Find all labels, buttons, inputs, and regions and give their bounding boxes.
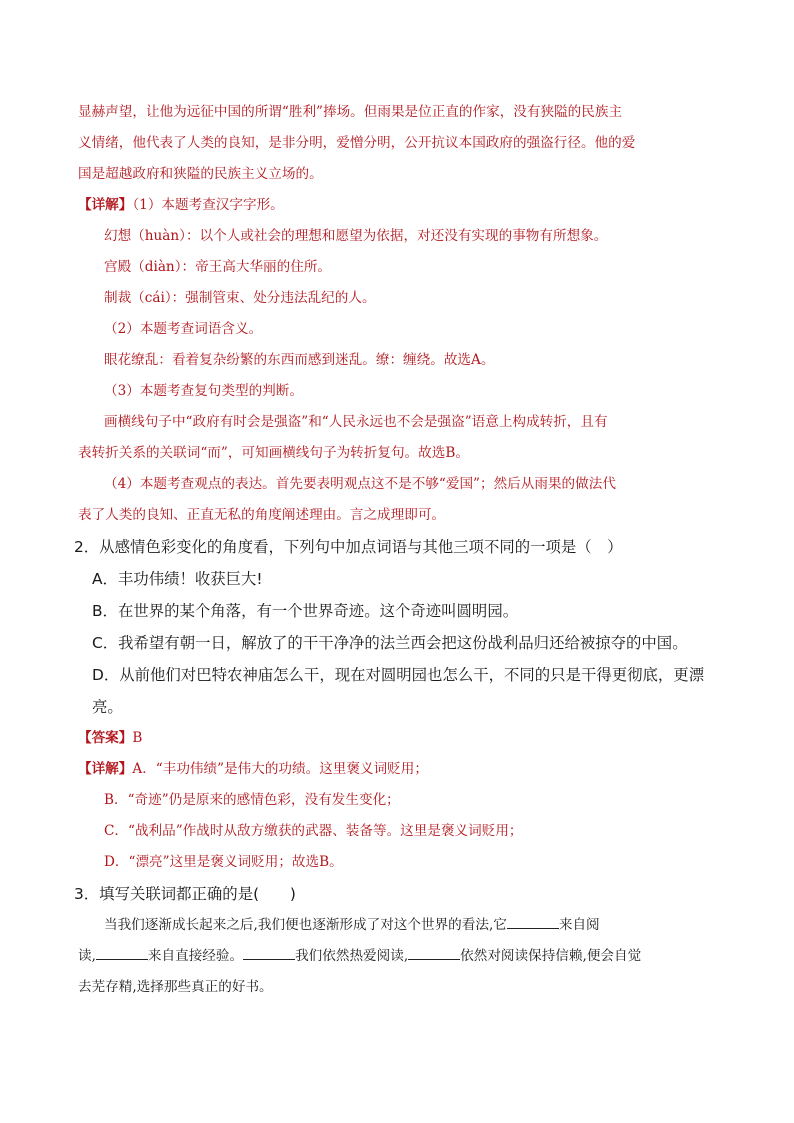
detail-c: C．“战利品”作战时从敌方缴获的武器、装备等。这里是褒义词贬用； xyxy=(104,823,523,839)
fill-blank xyxy=(96,945,148,960)
detail-para-line: 表了人类的良知、正直无私的角度阐述理由。言之成理即可。 xyxy=(78,507,446,523)
detail-item: 幻想（huàn）：以个人或社会的理想和愿望为依据，对还没有实现的事物有所想象。 xyxy=(104,228,608,244)
q3-segment: 来自阅 xyxy=(558,917,600,933)
detail-label: 【详解】 xyxy=(78,761,133,777)
fill-blank xyxy=(243,945,295,960)
detail-intro: （1）本题考查汉字字形。 xyxy=(132,197,284,213)
detail-label: 【详解】 xyxy=(78,197,133,213)
answer-label: 【答案】 xyxy=(78,730,133,746)
option-d: D．从前他们对巴特农神庙怎么干，现在对圆明园也怎么干，不同的只是干得更彻底，更漂 xyxy=(92,666,705,684)
option-a: A．丰功伟绩！收获巨大! xyxy=(92,570,263,588)
detail-block-header xyxy=(78,194,284,216)
detail-item: （2）本题考查词语含义。 xyxy=(104,321,263,337)
answer-line xyxy=(78,727,142,749)
detail-b: B．“奇迹”仍是原来的感情色彩，没有发生变化； xyxy=(104,792,400,808)
detail-item: 眼花缭乱：看着复杂纷繁的东西而感到迷乱。缭：缠绕。故选A。 xyxy=(104,352,495,368)
fill-blank xyxy=(507,914,559,929)
q3-segment: 我们依然热爱阅读, xyxy=(295,948,409,964)
detail-item: 制裁（cái）：强制管束、处分违法乱纪的人。 xyxy=(104,290,376,306)
explanation-para-line: 国是超越政府和狭隘的民族主义立场的。 xyxy=(78,166,323,182)
detail-para-line: 画横线句子中“政府有时会是强盗”和“人民永远也不会是强盗”语意上构成转折，且有 xyxy=(104,414,608,430)
question-stem: 2．从感情色彩变化的角度看，下列句中加点词语与其他三项不同的一项是（ ） xyxy=(74,538,623,556)
q3-segment: 依然对阅读保持信赖,便会自觉 xyxy=(460,948,642,964)
q3-segment: 读, xyxy=(78,948,96,964)
explanation-para-line: 显赫声望，让他为远征中国的所谓“胜利”捧场。但雨果是位正直的作家，没有狭隘的民族主 xyxy=(78,104,623,120)
detail-d: D．“漂亮”这里是褒义词贬用；故选B。 xyxy=(104,854,343,870)
fill-blank xyxy=(408,945,460,960)
option-b: B．在世界的某个角落，有一个世界奇迹。这个奇迹叫圆明园。 xyxy=(92,602,519,620)
detail-a: A．“丰功伟绩”是伟大的功绩。这里褒义词贬用； xyxy=(132,761,428,777)
option-d-continued: 亮。 xyxy=(92,698,123,716)
q3-text-line: 去芜存精,选择那些真正的好书。 xyxy=(78,979,273,995)
q3-text-line xyxy=(104,914,600,936)
detail-para-line: （4）本题考查观点的表达。首先要表明观点这不是不够“爱国”；然后从雨果的做法代 xyxy=(104,476,616,492)
detail-para-line: 表转折关系的关联词“而”，可知画横线句子为转折复句。故选B。 xyxy=(78,445,469,461)
detail-item: （3）本题考查复句类型的判断。 xyxy=(104,383,303,399)
answer-value: B xyxy=(132,730,143,746)
detail-item: 宫殿（diàn）：帝王高大华丽的住所。 xyxy=(104,259,332,275)
q3-segment: 当我们逐渐成长起来之后,我们便也逐渐形成了对这个世界的看法,它 xyxy=(104,917,507,933)
explanation-para-line: 义情绪，他代表了人类的良知，是非分明，爱憎分明，公开抗议本国政府的强盗行径。他的爱 xyxy=(78,135,636,151)
question-stem: 3．填写关联词都正确的是( ) xyxy=(74,885,296,903)
q3-text-line xyxy=(78,945,641,967)
option-c: C．我希望有朝一日，解放了的干干净净的法兰西会把这份战利品归还给被掠夺的中国。 xyxy=(92,634,688,652)
detail-line xyxy=(78,758,428,780)
q3-segment: 来自直接经验。 xyxy=(147,948,244,964)
